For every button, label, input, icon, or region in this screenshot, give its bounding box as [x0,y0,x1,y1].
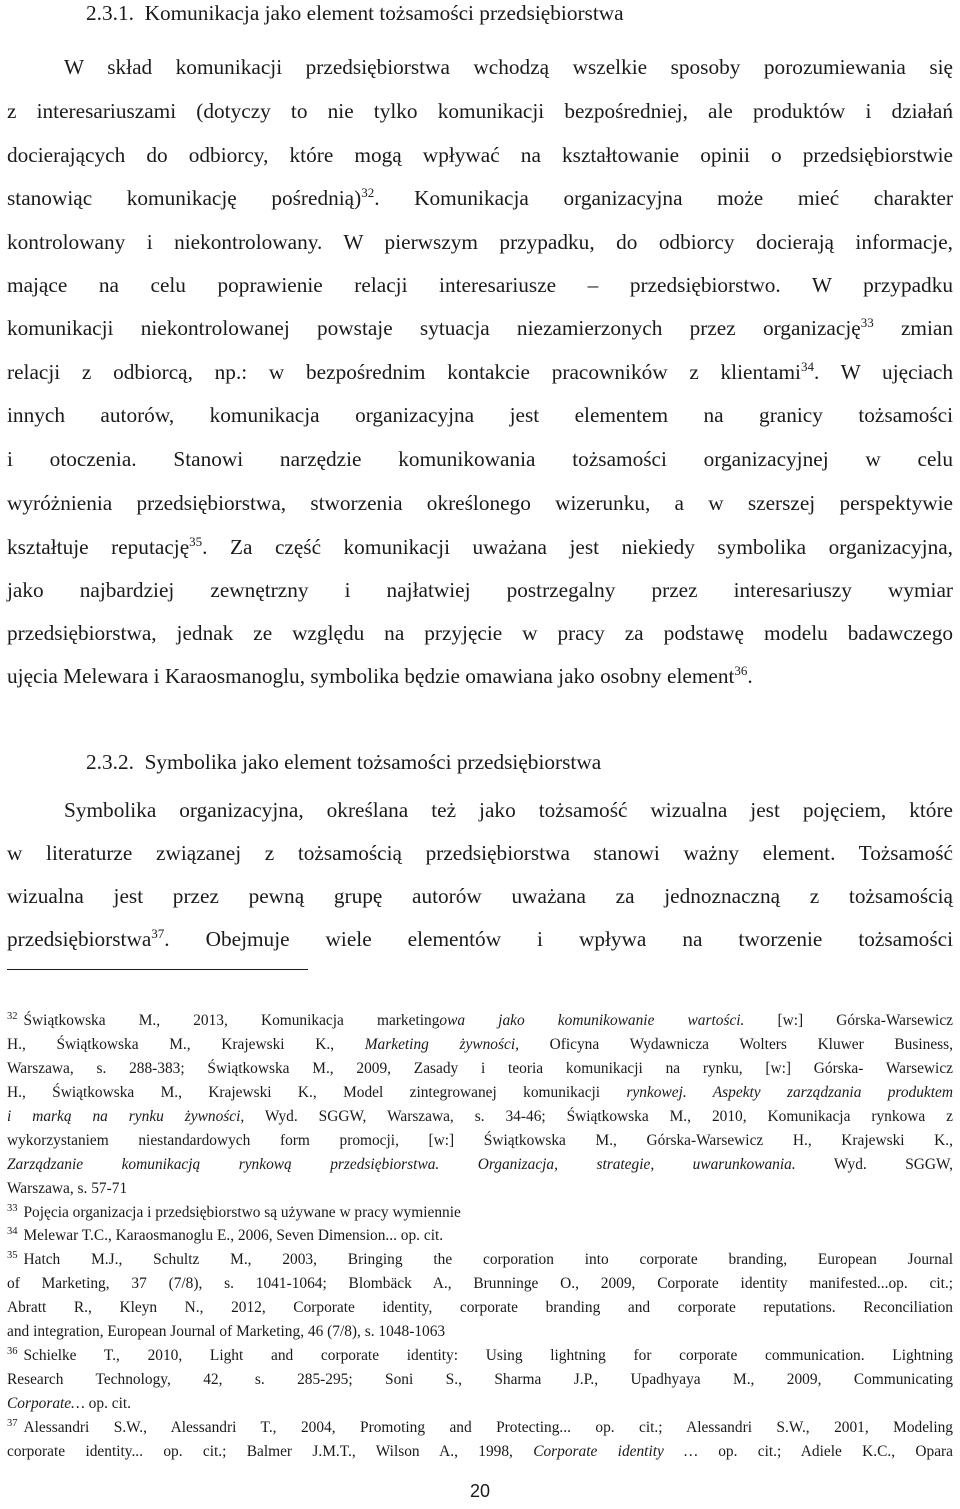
footnote-ref: 33 [860,315,874,330]
footnote-36-line: Research Technology, 42, s. 285-295; Soni S., Sharma J.P., Upadhyaya M., 2009, Communicating [7,1371,953,1388]
text-run: rynkowej. Aspekty zarządzania produktem [626,1084,953,1101]
paragraph-line: z interesariuszami (dotyczy to nie tylko komunikacji bezpośredniej, ale produktów i działań [7,99,953,123]
text-run: stanowiąc komunikację pośrednią) [7,186,362,210]
footnote-ref: 37 [151,926,165,941]
text-run: zmian [873,316,953,340]
text-run: ujęcia Melewara i Karaosmanoglu, symbolika będzie omawiana jako osobny element [7,664,735,688]
text-run: . W ujęciach [813,360,953,384]
section-heading-2-3-2: 2.3.2. Symbolika jako element tożsamości przedsiębiorstwa [86,750,602,774]
footnote-32-line: Warszawa, s. 288-383; Świątkowska M., 2009, Zasady i teoria komunikacji na rynku, [w:] Górska- Warsewicz [7,1060,953,1077]
footnote-ref: 32 [361,185,375,200]
text-run: corporate identity... op. cit.; Balmer J.M.T., Wilson A., 1998, [7,1443,534,1460]
text-run: Pojęcia organizacja i przedsiębiorstwo są używane w pracy wymiennie [23,1204,461,1221]
text-run: H., Świątkowska M., Krajewski K., Model zintegrowanej komunikacji [7,1084,627,1101]
text-run: Corporate identity … [533,1443,698,1460]
text-run: Alessandri S.W., Alessandri T., 2004, Promoting and Protecting... op. cit.; Alessandri S.W., 2001, Modeling [23,1419,953,1436]
text-run: Wyd. SGGW, [795,1156,953,1173]
footnote-32-line [7,1109,953,1124]
footnote-32-line: Warszawa, s. 57-71 [7,1180,128,1197]
paragraph-line: w literaturze związanej z tożsamością przedsiębiorstwa stanowi ważny element. Tożsamość [7,841,953,865]
footnote-ref: 34 [800,359,814,374]
paragraph-line: kontrolowany i niekontrolowany. W pierwszym przypadku, do odbiorcy docierają informacje, [7,230,953,254]
text-run: H., Świątkowska M., Krajewski K., [7,1036,365,1053]
text-run: kształtuje reputację [7,535,190,559]
text-run: i marką na rynku żywności, [7,1108,245,1125]
paragraph-line [7,534,953,559]
text-run: [w:] Górska-Warsewicz [744,1012,953,1029]
paragraph-line [7,663,753,688]
footnote-number: 36 [7,1346,18,1357]
text-run: Marketing żywności, [364,1036,519,1053]
footnote-ref: 36 [734,663,748,678]
footnote-34 [7,1228,443,1244]
section-heading-2-3-1: 2.3.1. Komunikacja jako element tożsamości przedsiębiorstwa [86,1,624,25]
text-run: . Obejmuje wiele elementów i wpływa na tworzenie tożsamości [164,927,953,951]
footnote-number: 34 [7,1226,18,1237]
footnote-number: 33 [7,1203,18,1214]
footnote-36-line [7,1348,953,1364]
text-run: Świątkowska M., 2013, Komunikacja marketing [23,1012,440,1029]
text-run: op. cit. [84,1395,131,1412]
paragraph-line: przedsiębiorstwa, jednak ze względu na przyjęcie w pracy za podstawę modelu badawczego [7,621,953,645]
footnote-35-line: and integration, European Journal of Marketing, 46 (7/8), s. 1048-1063 [7,1323,446,1340]
text-run: Melewar T.C., Karaosmanoglu E., 2006, Seven Dimension... op. cit. [23,1227,444,1244]
text-run: . [747,664,753,688]
page-number: 20 [469,1481,491,1501]
footnote-35-line: Abratt R., Kleyn N., 2012, Corporate identity, corporate branding and corporate reputations. Reconciliation [7,1299,953,1316]
footnote-37-line [7,1420,953,1436]
text-run: . Za część komunikacji uważana jest niekiedy symbolika organizacyjna, [202,535,953,559]
text-run: Hatch M.J., Schultz M., 2003, Bringing the corporation into corporate branding, European Journal [23,1251,953,1268]
text-run: Oficyna Wydawnicza Wolters Kluwer Business, [518,1036,953,1053]
footnote-32-line [7,1013,953,1029]
paragraph-line: wizualna jest przez pewną grupę autorów uważana za jednoznaczną z tożsamością [7,884,953,908]
paragraph-line: Symbolika organizacyjna, określana też jako tożsamość wizualna jest pojęciem, które [64,798,953,822]
paragraph-line: docierających do odbiorcy, które mogą wpływać na kształtowanie opinii o przedsiębiorstwie [7,143,953,167]
text-run: Corporate… [7,1395,85,1412]
text-run: relacji z odbiorcą, np.: w bezpośrednim kontakcie pracowników z klientami [7,360,801,384]
footnote-number: 35 [7,1250,18,1261]
text-run: Wyd. SGGW, Warszawa, s. 34-46; Świątkowska M., 2010, Komunikacja rynkowa z [244,1108,953,1125]
text-run: komunikacji niekontrolowanej powstaje sytuacja niezamierzonych przez organizację [7,316,861,340]
paragraph-line [7,315,953,340]
paragraph-line: i otoczenia. Stanowi narzędzie komunikowania tożsamości organizacyjnej w celu [7,447,953,471]
paragraph-line [7,185,953,210]
footnote-37-line [7,1444,953,1459]
footnote-35-line: of Marketing, 37 (7/8), s. 1041-1064; Blombäck A., Brunninge O., 2009, Corporate identity manifested...op. cit.; [7,1275,953,1292]
footnote-35-line [7,1252,953,1268]
footnote-32-line [7,1085,953,1100]
paragraph-line: mające na celu poprawienie relacji interesariusze – przedsiębiorstwo. W przypadku [7,273,953,297]
footnote-number: 37 [7,1418,18,1429]
footnote-number: 32 [7,1011,18,1022]
paragraph-line: W skład komunikacji przedsiębiorstwa wchodzą wszelkie sposoby porozumiewania się [64,55,953,79]
footnote-33 [7,1205,461,1221]
text-run: owa jako komunikowanie wartości. [439,1012,745,1029]
text-run: Schielke T., 2010, Light and corporate identity: Using lightning for corporate communication. Lightning [23,1347,953,1364]
text-run: . Komunikacja organizacyjna może mieć charakter [374,186,953,210]
footnote-32-line [7,1037,953,1052]
footnote-32-line: wykorzystaniem niestandardowych form promocji, [w:] Świątkowska M., Górska-Warsewicz H., Krajewski K., [7,1132,953,1149]
footnote-separator [7,969,308,970]
paragraph-line: jako najbardziej zewnętrzny i najłatwiej postrzegalny przez interesariuszy wymiar [7,578,953,602]
text-run: przedsiębiorstwa [7,927,152,951]
footnote-32-line [7,1157,953,1172]
footnote-ref: 35 [189,534,203,549]
paragraph-line [7,926,953,951]
paragraph-line [7,359,953,384]
footnote-36-line [7,1396,131,1411]
text-run: Zarządzanie komunikacją rynkową przedsiębiorstwa. Organizacja, strategie, uwarunkowania. [7,1156,796,1173]
paragraph-line: wyróżnienia przedsiębiorstwa, stworzenia określonego wizerunku, a w szerszej perspektywie [7,491,953,515]
text-run: op. cit.; Adiele K.C., Opara [697,1443,953,1460]
paragraph-line: innych autorów, komunikacja organizacyjna jest elementem na granicy tożsamości [7,403,953,427]
